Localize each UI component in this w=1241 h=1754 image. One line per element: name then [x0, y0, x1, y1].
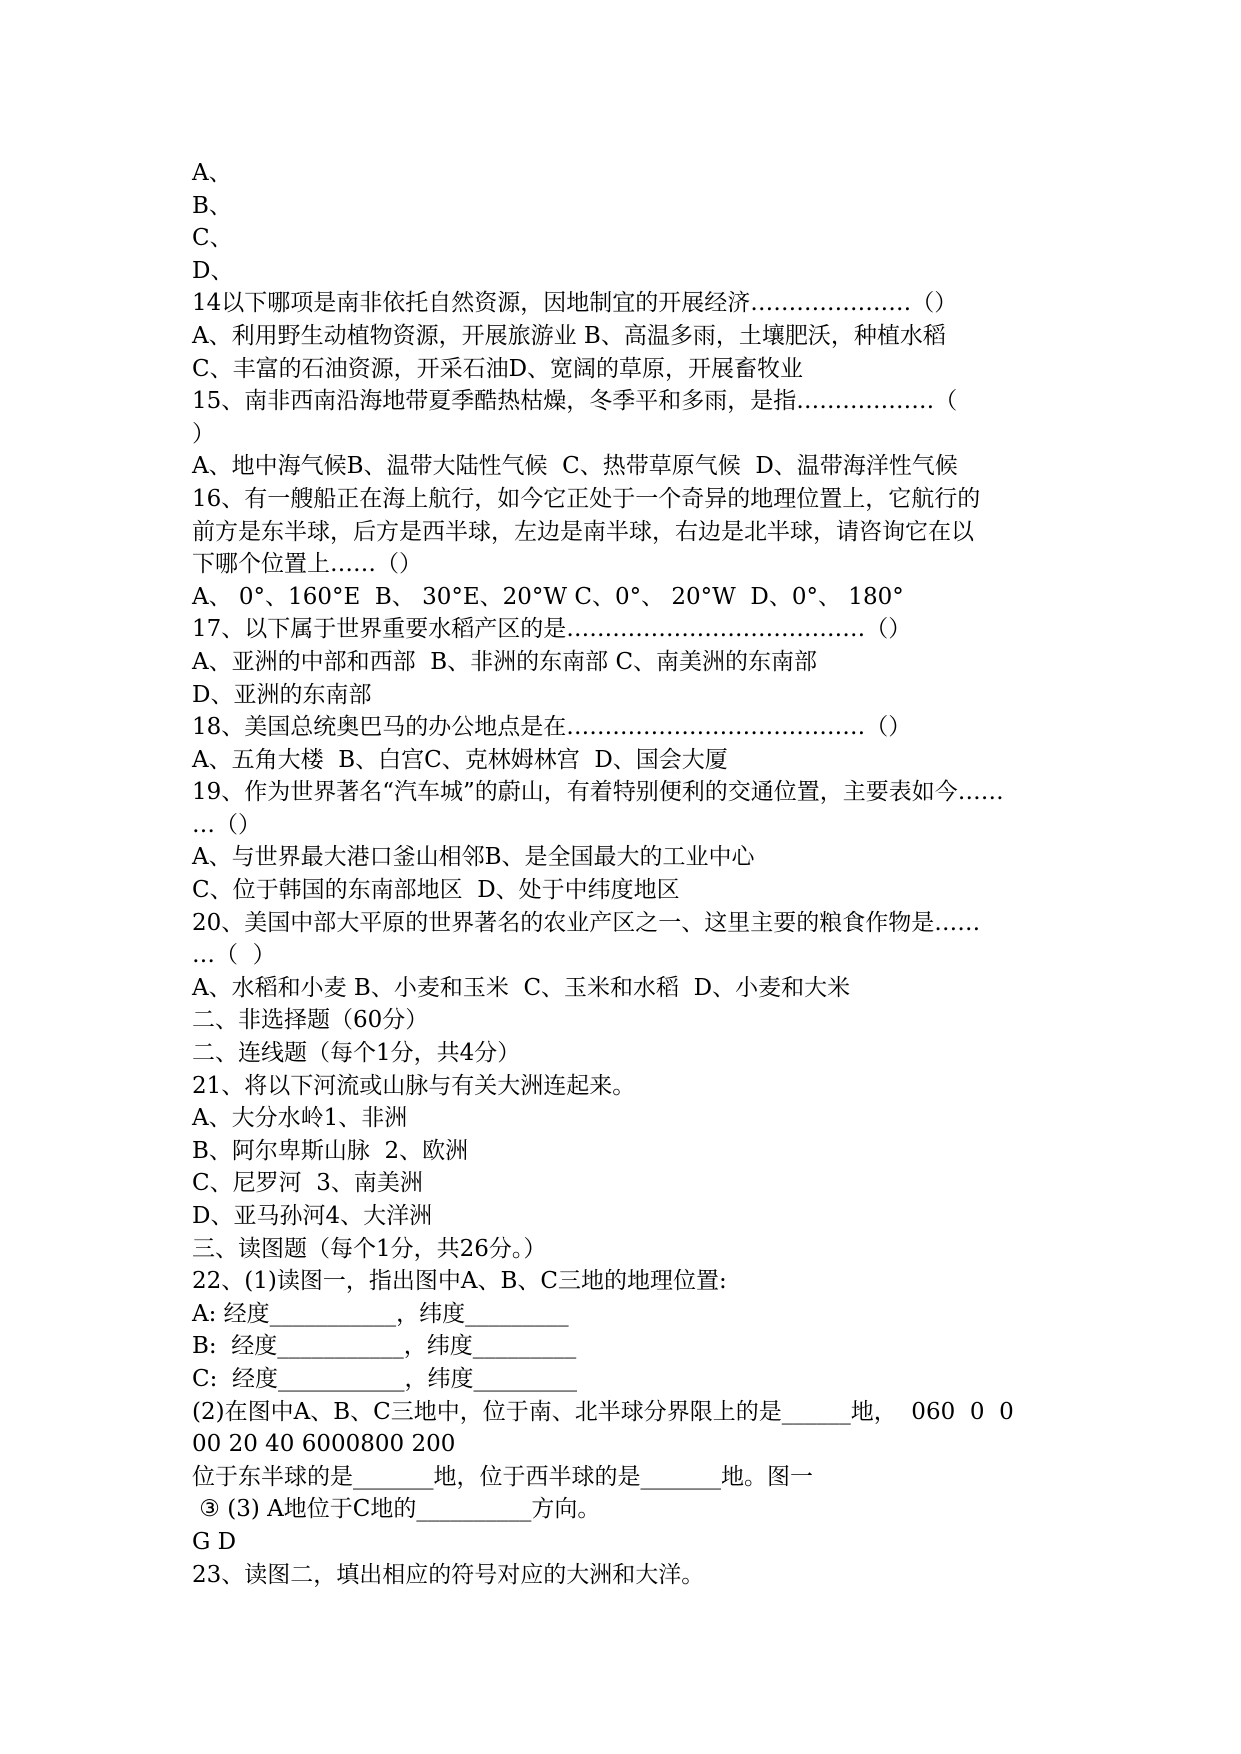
option-b: B、: [192, 192, 232, 219]
option-d: D、: [192, 257, 234, 284]
question-20: 20、美国中部大平原的世界著名的农业产区之一、这里主要的粮食作物是……: [192, 909, 981, 936]
question-15-options: A、地中海气候B、温带大陆性气候 C、热带草原气候 D、温带海洋性气候: [192, 453, 958, 480]
question-21-item-a: A、大分水岭1、非洲: [192, 1105, 408, 1132]
question-21-item-d: D、亚马孙河4、大洋洲: [192, 1203, 433, 1229]
question-19-options-ab: A、与世界最大港口釜山相邻B、是全国最大的工业中心: [192, 844, 755, 871]
question-18-options: A、五角大楼 B、白宫C、克林姆林宫 D、国会大厦: [192, 746, 728, 773]
question-21-item-b: B、阿尔卑斯山脉 2、欧洲: [192, 1137, 469, 1164]
question-22-part-3: ③ (3) A地位于C地的__________方向。: [192, 1496, 601, 1523]
map-labels: G D: [192, 1528, 237, 1555]
question-22-part-1: 22、(1)读图一，指出图中A、B、C三地的地理位置:: [192, 1268, 727, 1295]
question-19: 19、作为世界著名“汽车城”的蔚山，有着特别便利的交通位置，主要表如今……: [192, 779, 1004, 806]
question-22-blank-c: C: 经度___________，纬度_________: [192, 1365, 577, 1392]
question-14-options-ab: A、利用野生动植物资源，开展旅游业 B、高温多雨，土壤肥沃，种植水稻: [192, 322, 946, 349]
question-22-blank-b: B: 经度___________，纬度_________: [192, 1333, 577, 1360]
question-15-paren: ）: [192, 420, 215, 447]
question-18: 18、美国总统奥巴马的办公地点是在…………………………………（）: [192, 714, 912, 741]
question-17-options-abc: A、亚洲的中部和西部 B、非洲的东南部 C、南美洲的东南部: [192, 648, 818, 675]
question-17: 17、以下属于世界重要水稻产区的是…………………………………（）: [192, 616, 912, 643]
section-heading-matching: 二、连线题（每个1分，共4分）: [192, 1040, 521, 1067]
question-16-line-3: 下哪个位置上……（）: [192, 551, 422, 578]
question-19-paren: …（）: [192, 811, 261, 838]
question-17-option-d: D、亚洲的东南部: [192, 681, 372, 708]
question-15: 15、南非西南沿海地带夏季酷热枯燥，冬季平和多雨，是指………………（: [192, 388, 958, 415]
question-16-line-1: 16、有一艘船正在海上航行，如今它正处于一个奇异的地理位置上，它航行的: [192, 485, 981, 512]
question-20-options: A、水稻和小麦 B、小麦和玉米 C、玉米和水稻 D、小麦和大米: [192, 974, 851, 1001]
section-heading-map-reading: 三、读图题（每个1分，共26分。）: [192, 1235, 547, 1262]
option-c: C、: [192, 225, 233, 252]
question-23: 23、读图二，填出相应的符号对应的大洲和大洋。: [192, 1561, 705, 1588]
question-16-options: A、 0°、160°E B、 30°E、20°W C、0°、 20°W D、0°、 180°: [192, 583, 904, 610]
question-19-options-cd: C、位于韩国的东南部地区 D、处于中纬度地区: [192, 877, 680, 904]
question-14-options-cd: C、丰富的石油资源，开采石油D、宽阔的草原，开展畜牧业: [192, 355, 804, 382]
question-22-blank-a: A: 经度___________，纬度_________: [192, 1300, 569, 1327]
question-20-paren: …（ ）: [192, 942, 276, 969]
question-21: 21、将以下河流或山脉与有关大洲连起来。: [192, 1072, 636, 1099]
question-14: 14以下哪项是南非依托自然资源，因地制宜的开展经济…………………（）: [192, 290, 958, 317]
section-heading-non-choice: 二、非选择题（60分）: [192, 1007, 429, 1034]
document-page: [192, 157, 1072, 1591]
question-16-line-2: 前方是东半球，后方是西半球，左边是南半球，右边是北半球，请咨询它在以: [192, 518, 974, 545]
option-a: A、: [192, 160, 232, 186]
question-22-part-2: (2)在图中A、B、C三地中，位于南、北半球分界限上的是______地， 060 0 0: [192, 1398, 1014, 1425]
question-22-part-2-cont: 位于东半球的是_______地，位于西半球的是_______地。图一: [192, 1463, 813, 1490]
map-axis-numbers: 00 20 40 6000800 200: [192, 1431, 456, 1458]
question-21-item-c: C、尼罗河 3、南美洲: [192, 1170, 423, 1197]
